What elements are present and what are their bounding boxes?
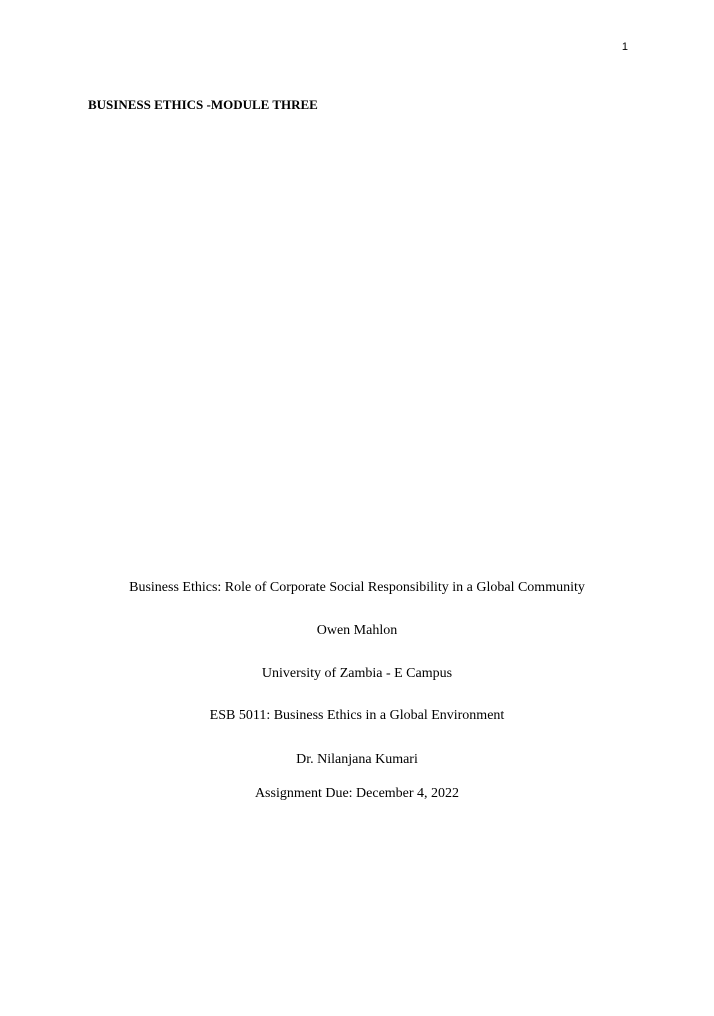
page-number: 1 <box>621 41 628 53</box>
course-name: ESB 5011: Business Ethics in a Global Environment <box>209 708 505 723</box>
author-name: Owen Mahlon <box>316 623 398 638</box>
running-head: BUSINESS ETHICS -MODULE THREE <box>88 97 318 112</box>
institution: University of Zambia - E Campus <box>261 666 453 681</box>
instructor-name: Dr. Nilanjana Kumari <box>296 752 418 767</box>
paper-title: Business Ethics: Role of Corporate Social Responsibility in a Global Community <box>129 580 585 595</box>
due-date: Assignment Due: December 4, 2022 <box>254 786 460 801</box>
